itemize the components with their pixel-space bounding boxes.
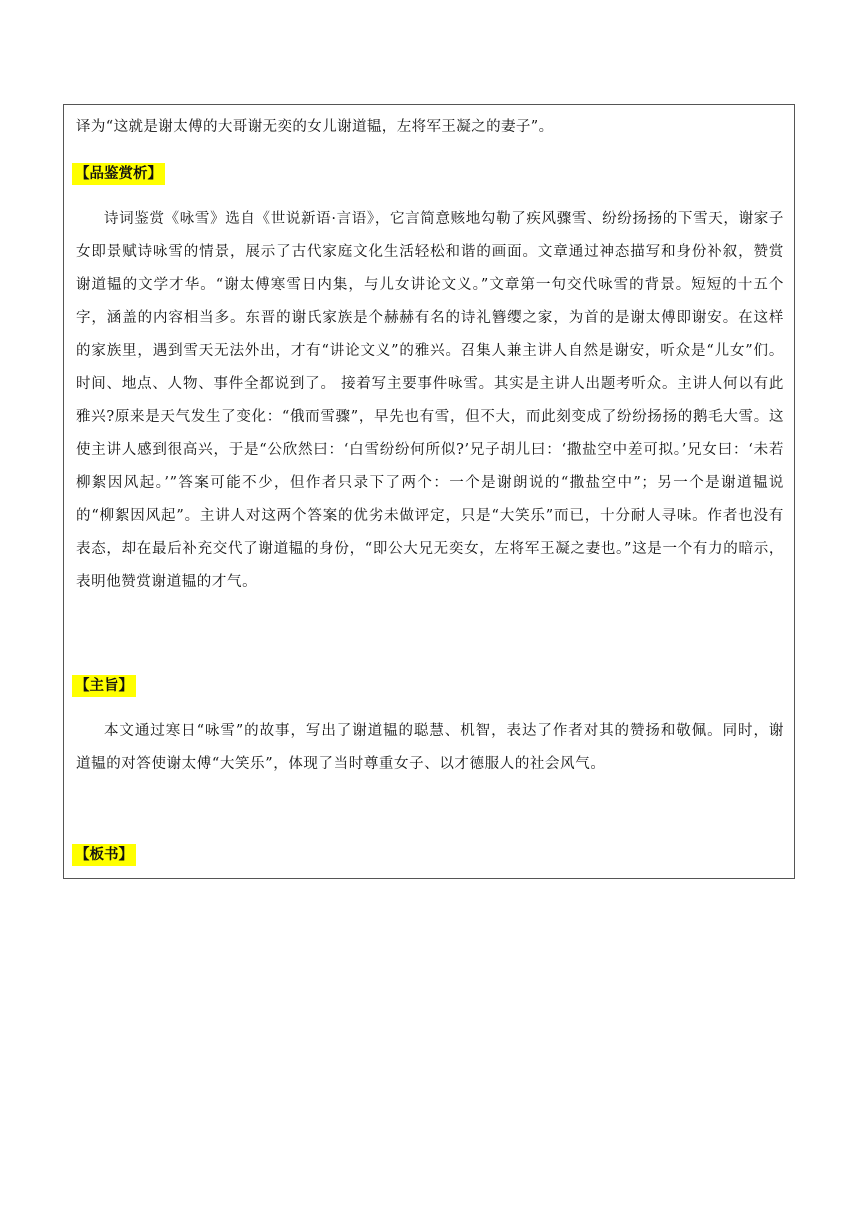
section-body-theme: 本文通过寒日“咏雪”的故事，写出了谢道韫的聪慧、机智，表达了作者对其的赞扬和敬佩。同时，谢道韫的对答使谢太傅“大笑乐”，体现了当时尊重女子、以才德服人的社会风气。 xyxy=(76,723,784,772)
content-table-cell xyxy=(63,104,795,879)
intro-line: 译为“这就是谢太傅的大哥谢无奕的女儿谢道韫，左将军王凝之的妻子”。 xyxy=(76,119,554,135)
section-heading-appreciation: 【品鉴赏析】 xyxy=(72,163,165,185)
section-heading-theme: 【主旨】 xyxy=(72,675,136,697)
section-heading-blackboard: 【板书】 xyxy=(72,844,136,866)
section-body-appreciation: 诗词鉴赏《咏雪》选自《世说新语·言语》，它言简意赅地勾勒了疾风骤雪、纷纷扬扬的下雪天，谢家子女即景赋诗咏雪的情景，展示了古代家庭文化生活轻松和谐的画面。文章通过神态描写和身份补叙，赞赏谢道韫的文学才华。“谢太傅寒雪日内集，与儿女讲论文义。”文章第一句交代咏雪的背景。短短的十五个字，涵盖的内容相当多。东晋的谢氏家族是个赫赫有名的诗礼簪缨之家，为首的是谢太傅即谢安。在这样的家族里，遇到雪天无法外出，才有“讲论文义”的雅兴。召集人兼主讲人自然是谢安，听众是“儿女”们。时间、地点、人物、事件全都说到了。 接着写主要事件咏雪。其实是主讲人出题考听众。主讲人何以有此雅兴?原来是天气发生了变化：“俄而雪骤”，早先也有雪，但不大，而此刻变成了纷纷扬扬的鹅毛大雪。这使主讲人感到很高兴，于是“公欣然曰：‘白雪纷纷何所似?’兄子胡儿曰：‘撒盐空中差可拟。’兄女曰：‘未若柳絮因风起。’”答案可能不少，但作者只录下了两个：一个是谢朗说的“撒盐空中”；另一个是谢道韫说的“柳絮因风起”。主讲人对这两个答案的优劣未做评定，只是“大笑乐”而已，十分耐人寻味。作者也没有表态，却在最后补充交代了谢道韫的身份，“即公大兄无奕女，左将军王凝之妻也。”这是一个有力的暗示，表明他赞赏谢道韫的才气。 xyxy=(76,211,784,590)
